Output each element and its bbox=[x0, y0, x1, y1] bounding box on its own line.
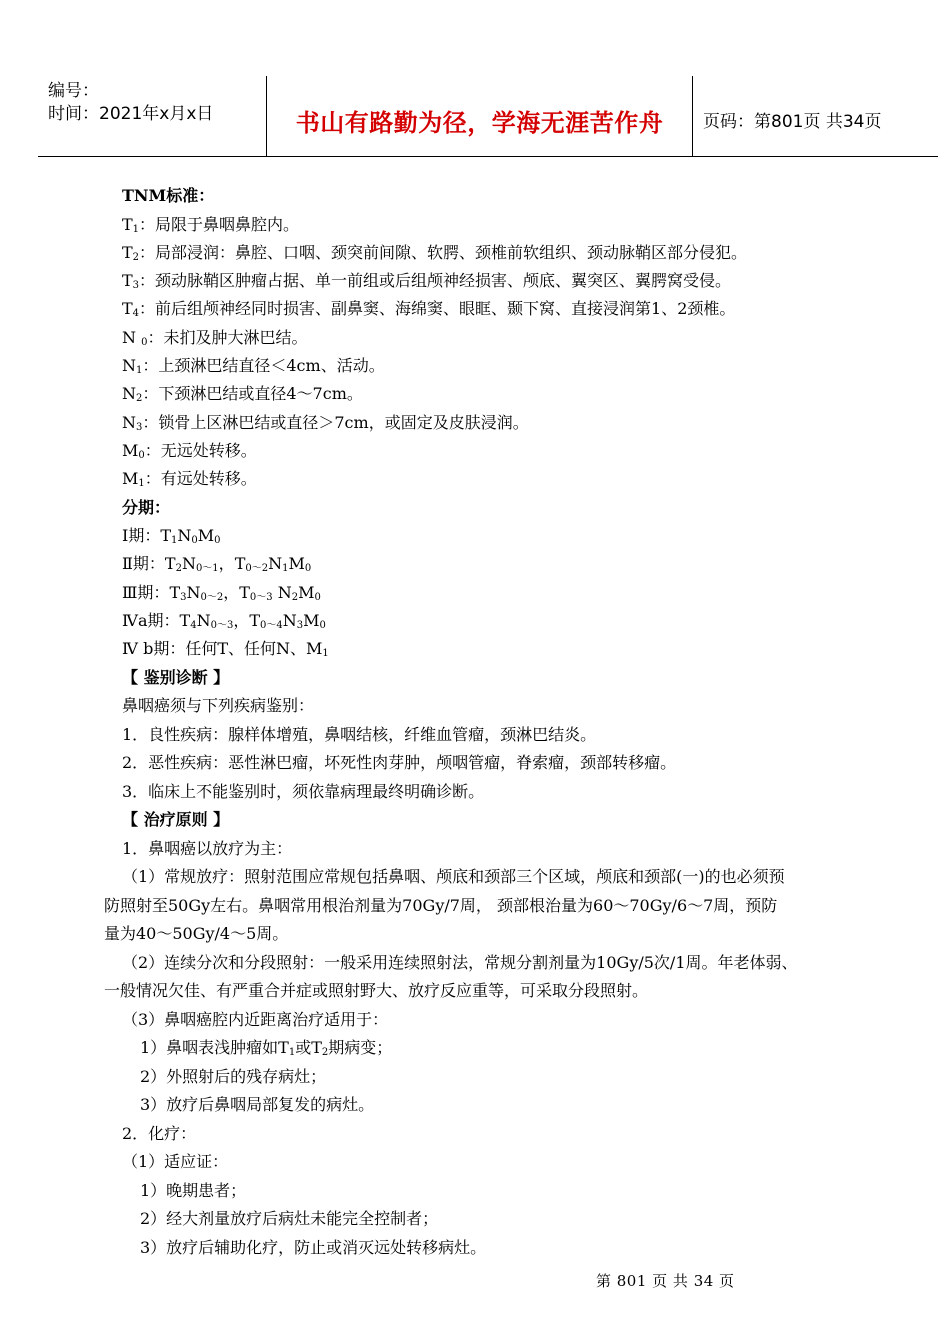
tnm-n1: $N_1$：上颈淋巴结直径＜4cm、活动。 bbox=[122, 356, 385, 376]
chemo-indication-1: 1）晚期患者； bbox=[140, 1181, 247, 1200]
treatment-para-3-item-2: 2）外照射后的残存病灶； bbox=[140, 1067, 327, 1086]
chemo-indications: （1）适应证： bbox=[122, 1152, 229, 1171]
treatment-para-1-line-3: 量为40～50Gy/4～5周。 bbox=[104, 924, 289, 943]
chemo-indication-2: 2）经大剂量放疗后病灶未能完全控制者； bbox=[140, 1209, 439, 1228]
tnm-t1: $T_1$：局限于鼻咽鼻腔内。 bbox=[122, 215, 300, 235]
differential-item-3: 3．临床上不能鉴别时，须依靠病理最终明确诊断。 bbox=[122, 782, 485, 801]
chemo-indication-3: 3）放疗后辅助化疗，防止或消灭远处转移病灶。 bbox=[140, 1238, 487, 1257]
differential-item-1: 1．良性疾病：腺样体增殖，鼻咽结核，纤维血管瘤，颈淋巴结炎。 bbox=[122, 725, 597, 744]
treatment-para-3: （3）鼻咽癌腔内近距离治疗适用于： bbox=[122, 1010, 389, 1029]
treatment-para-2-line-2: 一般情况欠佳、有严重合并症或照射野大、放疗反应重等，可采取分段照射。 bbox=[104, 981, 649, 1000]
treatment-item-1: 1．鼻咽癌以放疗为主： bbox=[122, 839, 293, 858]
serial-number-label: 编号： bbox=[48, 81, 99, 101]
staging-heading: 分期： bbox=[122, 498, 171, 517]
date-label: 时间：2021年x月x日 bbox=[48, 104, 214, 124]
treatment-para-1-line-2: 防照射至50Gy左右。鼻咽常用根治剂量为70Gy/7周， 颈部根治量为60～70Gy/6～7周，预防 bbox=[104, 896, 778, 915]
tnm-heading: TNM标准： bbox=[122, 186, 215, 205]
differential-intro: 鼻咽癌须与下列疾病鉴别： bbox=[122, 696, 315, 715]
stage-4a: Ⅳa期：$T_4N_{0\sim 3}$，$T_{0\sim 4}N_3M_0$ bbox=[122, 611, 326, 631]
treatment-item-2: 2．化疗： bbox=[122, 1124, 197, 1143]
tnm-m0: $M_0$：无远处转移。 bbox=[122, 441, 257, 461]
motto: 书山有路勤为径，学海无涯苦作舟 bbox=[295, 109, 664, 137]
page-header bbox=[38, 76, 938, 157]
treatment-para-2-line-1: （2）连续分次和分段照射：一般采用连续照射法，常规分割剂量为10Gy/5次/1周。年老体弱、 bbox=[122, 953, 798, 972]
differential-item-2: 2．恶性疾病：恶性淋巴瘤，坏死性肉芽肿，颅咽管瘤，脊索瘤，颈部转移瘤。 bbox=[122, 753, 677, 772]
header-right-cell bbox=[693, 76, 938, 156]
page-info: 页码：第801页 共34页 bbox=[703, 112, 882, 132]
stage-2: Ⅱ期：$T_2N_{0\sim 1}$，$T_{0\sim 2}N_1M_0$ bbox=[122, 554, 312, 574]
treatment-para-1-line-1: （1）常规放疗：照射范围应常规包括鼻咽、颅底和颈部三个区域，颅底和颈部(一)的也必须预 bbox=[122, 867, 785, 886]
tnm-t4: $T_4$：前后组颅神经同时损害、副鼻窦、海绵窦、眼眶、颞下窝、直接浸润第1、2颈椎。 bbox=[122, 299, 736, 319]
stage-1: Ⅰ期：$T_1N_0M_0$ bbox=[122, 526, 221, 546]
treatment-para-3-item-1: 1）鼻咽表浅肿瘤如$T_1$或$T_2$期病变； bbox=[140, 1038, 393, 1058]
tnm-t2: $T_2$：局部浸润：鼻腔、口咽、颈突前间隙、软腭、颈椎前软组织、颈动脉鞘区部分侵犯。 bbox=[122, 243, 748, 263]
tnm-n2: $N_2$：下颈淋巴结或直径4～7cm。 bbox=[122, 384, 363, 404]
treatment-heading: 【 治疗原则 】 bbox=[122, 810, 230, 829]
stage-4b: Ⅳ b期：任何T、任何N、$M_1$ bbox=[122, 639, 329, 659]
tnm-m1: $M_1$：有远处转移。 bbox=[122, 469, 257, 489]
tnm-n0: N $_0$：未扪及肿大淋巴结。 bbox=[122, 328, 308, 348]
header-motto-cell bbox=[267, 76, 693, 156]
tnm-t3: $T_3$：颈动脉鞘区肿瘤占据、单一前组或后组颅神经损害、颅底、翼突区、翼腭窝受侵。 bbox=[122, 271, 732, 291]
tnm-n3: $N_3$：锁骨上区淋巴结或直径＞7cm，或固定及皮肤浸润。 bbox=[122, 413, 529, 433]
differential-heading: 【 鉴别诊断 】 bbox=[122, 668, 230, 687]
page-footer: 第 801 页 共 34 页 bbox=[596, 1272, 735, 1290]
treatment-para-3-item-3: 3）放疗后鼻咽局部复发的病灶。 bbox=[140, 1095, 375, 1114]
header-left-cell bbox=[38, 76, 267, 156]
stage-3: Ⅲ期：$T_3N_{0\sim 2}$，$T_{0\sim 3}$ $N_2M_0$ bbox=[122, 583, 321, 603]
